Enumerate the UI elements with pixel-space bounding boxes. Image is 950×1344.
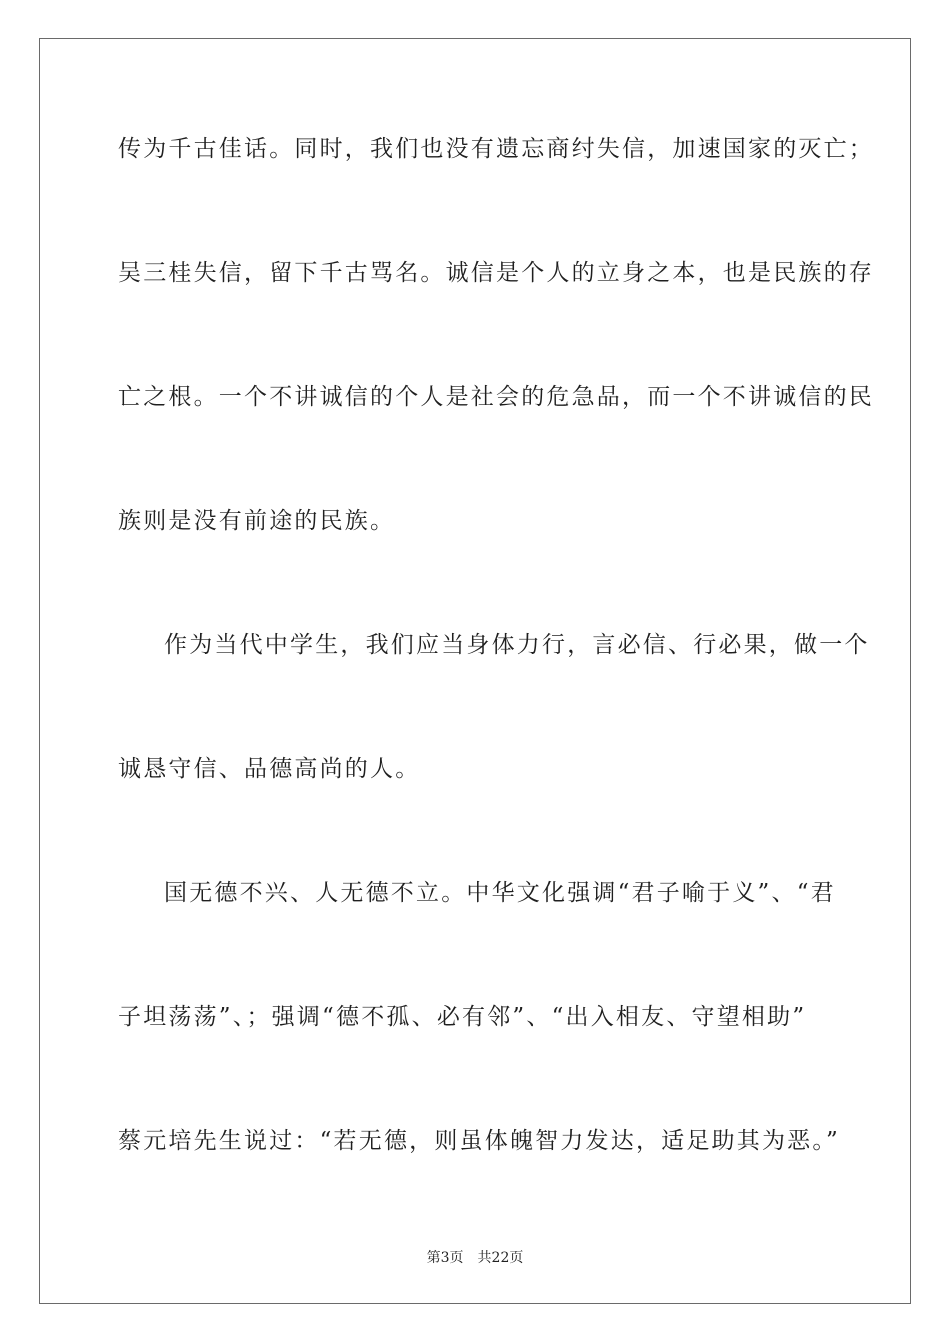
page-number: 第3页 xyxy=(426,1250,464,1266)
total-pages: 共22页 xyxy=(477,1250,524,1266)
page-border xyxy=(39,38,911,1304)
paragraph-line: 国无德不兴、人无德不立。中华文化强调“君子喻于义”、“君 xyxy=(164,880,836,906)
paragraph-line: 亡之根。一个不讲诚信的个人是社会的危急品，而一个不讲诚信的民 xyxy=(118,384,874,410)
paragraph-line: 蔡元培先生说过：“若无德，则虽体魄智力发达，适足助其为恶。” xyxy=(118,1128,841,1154)
paragraph-line: 子坦荡荡”、；强调“德不孤、必有邻”、“出入相友、守望相助” xyxy=(118,1004,807,1030)
paragraph-line: 吴三桂失信，留下千古骂名。诚信是个人的立身之本，也是民族的存 xyxy=(118,260,874,286)
paragraph-line: 族则是没有前途的民族。 xyxy=(118,508,396,534)
paragraph-line: 诚恳守信、品德高尚的人。 xyxy=(118,756,421,782)
paragraph-line: 作为当代中学生，我们应当身体力行，言必信、行必果，做一个 xyxy=(164,632,870,658)
paragraph-line: 传为千古佳话。同时，我们也没有遗忘商纣失信，加速国家的灭亡； xyxy=(118,136,874,162)
page-footer xyxy=(0,1247,950,1267)
